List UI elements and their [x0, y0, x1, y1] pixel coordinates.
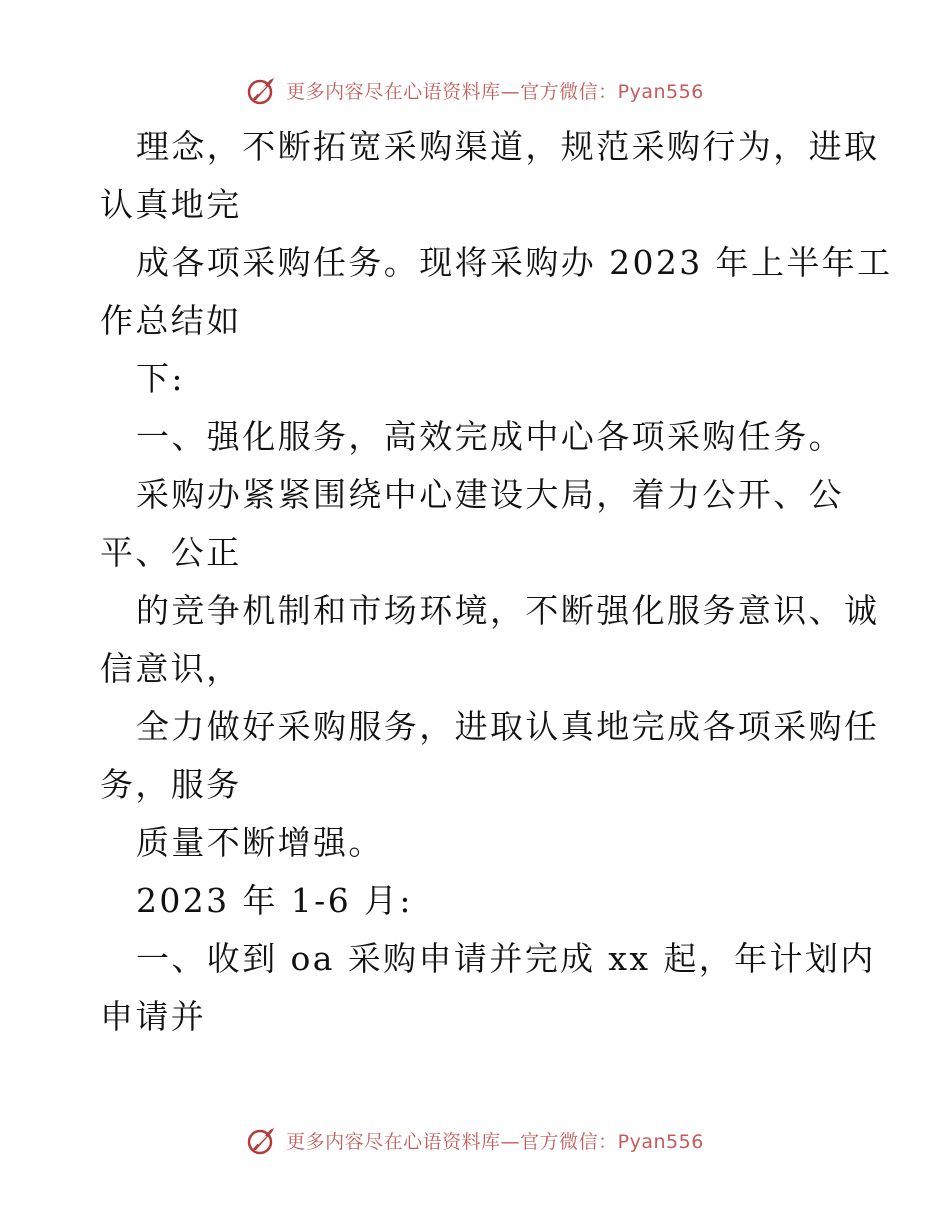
body-line: 务，服务: [100, 765, 242, 804]
body-line: 全力做好采购服务，进取认真地完成各项采购任: [136, 707, 880, 746]
quill-pen-logo-icon: [246, 1124, 278, 1156]
header-watermark: [0, 72, 950, 108]
body-line: 下:: [136, 359, 185, 398]
body-line: 认真地完: [100, 185, 242, 224]
body-line: 作总结如: [100, 301, 242, 340]
body-line: 平、公正: [100, 533, 242, 572]
document-body: [100, 118, 893, 1046]
quill-pen-logo-icon: [246, 74, 278, 106]
date-range-line: 2023 年 1-6 月:: [136, 881, 413, 920]
watermark-text: 更多内容尽在心语资料库—官方微信：Pyan556: [286, 80, 704, 103]
body-line: 信意识，: [100, 649, 242, 688]
body-line: 的竞争机制和市场环境，不断强化服务意识、诚: [136, 591, 880, 630]
section-heading: 一、强化服务，高效完成中心各项采购任务。: [136, 417, 844, 456]
body-line: 成各项采购任务。现将采购办 2023 年上半年工: [136, 243, 893, 282]
watermark-text: 更多内容尽在心语资料库—官方微信：Pyan556: [286, 1130, 704, 1153]
body-line: 采购办紧紧围绕中心建设大局，着力公开、公: [136, 475, 844, 514]
body-line: 一、收到 oa 采购申请并完成 xx 起，年计划内: [136, 939, 876, 978]
footer-watermark: [0, 1122, 950, 1158]
body-line: 质量不断增强。: [136, 823, 384, 862]
body-line: 理念，不断拓宽采购渠道，规范采购行为，进取: [136, 127, 880, 166]
body-line: 申请并: [100, 997, 207, 1036]
